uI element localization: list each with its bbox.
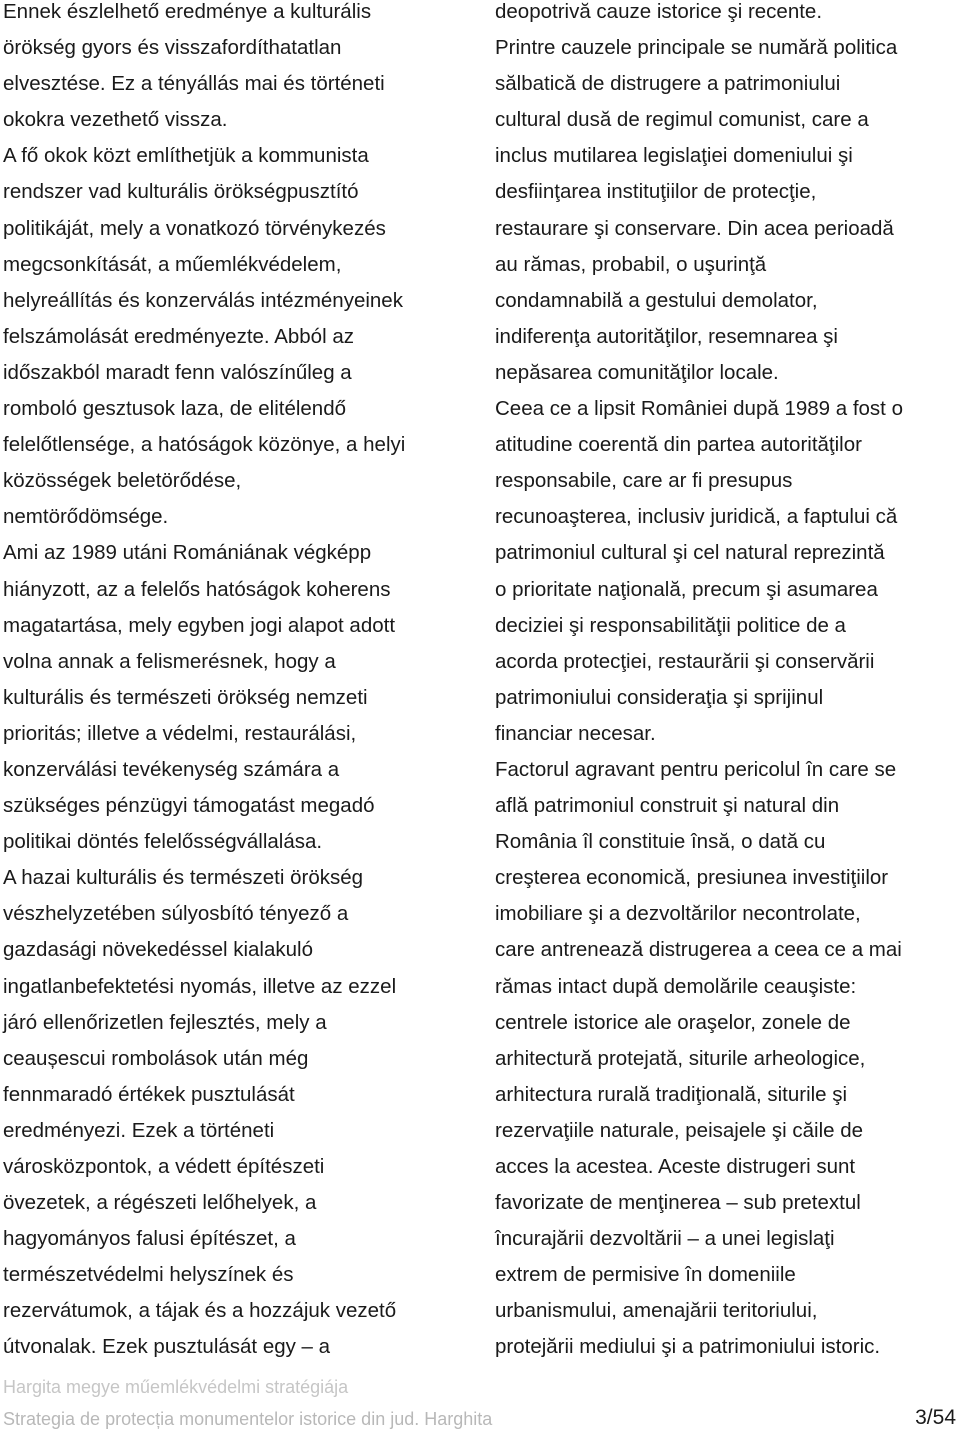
text-line: acorda protecţiei, restaurării şi conservării: [495, 649, 875, 673]
text-line: creşterea economică, presiunea investiţiilor: [495, 866, 889, 890]
text-line: megcsonkítását, a műemlékvédelem,: [3, 252, 342, 276]
text-line: A fő okok közt említhetjük a kommunista: [3, 144, 369, 168]
text-line: városközpontok, a védett építészeti: [3, 1155, 325, 1178]
text-line: care antrenează distrugerea a ceea ce a mai: [495, 938, 902, 962]
footer-title: Strategia de protecția monumentelor istorice din jud. Harghita: [3, 1409, 493, 1429]
text-line: sălbatică de distrugere a patrimoniului: [495, 72, 841, 96]
text-line: Factorul agravant pentru pericolul în care se: [495, 757, 897, 781]
text-line: acces la acestea. Aceste distrugeri sunt: [495, 1155, 856, 1178]
text-line: övezetek, a régészeti lelőhelyek, a: [3, 1191, 317, 1215]
text-line: felszámolását eredményezte. Abból az: [3, 324, 354, 348]
text-line: szükséges pénzügyi támogatást megadó: [3, 794, 375, 818]
text-line: rezervátumok, a tájak és a hozzájuk vezető: [3, 1299, 397, 1323]
text-line: hiányzott, az a felelős hatóságok koherens: [3, 577, 391, 601]
text-line: ingatlanbefektetési nyomás, illetve az ezzel: [3, 974, 397, 998]
text-line: útvonalak. Ezek pusztulását egy – a: [3, 1335, 331, 1359]
text-line: centrele istorice ale oraşelor, zonele de: [495, 1010, 851, 1034]
text-line: încurajării dezvoltării – a unei legislaţi: [495, 1227, 835, 1251]
text-line: atitudine coerentă din partea autorităţilor: [495, 433, 862, 457]
text-line: deciziei şi responsabilităţii politice de a: [495, 613, 846, 637]
text-line: favorizate de menţinerea – sub pretextul: [495, 1191, 861, 1215]
text-line: responsabile, care ar fi presupus: [495, 469, 793, 493]
text-line: Ceea ce a lipsit României după 1989 a fost o: [495, 397, 903, 421]
text-line: vészhelyzetében súlyosbító tényező a: [3, 902, 349, 926]
text-line: konzerválási tevékenység számára a: [3, 757, 340, 781]
text-line: magatartása, mely egyben jogi alapot adott: [3, 613, 396, 637]
text-line: Printre cauzele principale se numără politica: [495, 36, 898, 60]
text-line: kulturális és természeti örökség nemzeti: [3, 685, 368, 709]
text-line: rămas intact după demolările ceauşiste:: [495, 974, 857, 998]
text-line: protejării mediului şi a patrimoniului istoric.: [495, 1335, 881, 1359]
text-line: járó ellenőrizetlen fejlesztés, mely a: [3, 1010, 327, 1034]
footer-subtitle: Hargita megye műemlékvédelmi stratégiája: [3, 1377, 349, 1397]
romanian-text-column: [495, 0, 957, 1366]
text-line: felelőtlensége, a hatóságok közönye, a helyi: [3, 433, 406, 457]
text-line: rendszer vad kulturális örökségpusztító: [3, 180, 359, 204]
text-line: o prioritate naţională, precum şi asumarea: [495, 577, 878, 601]
hungarian-text-column: [3, 0, 478, 1366]
text-line: deopotrivă cauze istorice şi recente.: [495, 0, 823, 23]
text-line: patrimoniului consideraţia şi sprijinul: [495, 685, 824, 709]
text-line: ceaușescui rombolások után még: [3, 1046, 309, 1070]
text-line: arhitectură protejată, siturile arheologice,: [495, 1046, 866, 1070]
text-line: imobiliare şi a dezvoltărilor necontrolate,: [495, 902, 861, 926]
text-line: politikáját, mely a vonatkozó törvénykezés: [3, 216, 386, 240]
text-line: România îl constituie însă, o dată cu: [495, 830, 826, 854]
text-line: közösségek beletörődése,: [3, 469, 242, 493]
text-line: condamnabilă a gestului demolator,: [495, 288, 818, 312]
text-line: nepăsarea comunităţilor locale.: [495, 360, 779, 384]
text-line: cultural dusă de regimul comunist, care a: [495, 108, 869, 132]
text-line: romboló gesztusok laza, de elitélendő: [3, 397, 347, 421]
text-line: politikai döntés felelősségvállalása.: [3, 830, 323, 854]
text-line: természetvédelmi helyszínek és: [3, 1263, 294, 1287]
text-line: au rămas, probabil, o uşurinţă: [495, 252, 767, 276]
text-line: extrem de permisive în domeniile: [495, 1263, 796, 1287]
text-line: Ami az 1989 utáni Romániának végképp: [3, 541, 372, 565]
text-line: időszakból maradt fenn valószínűleg a: [3, 360, 352, 384]
text-line: indiferenţa autorităţilor, resemnarea şi: [495, 324, 838, 348]
text-line: urbanismului, amenajării teritoriului,: [495, 1299, 818, 1323]
text-line: eredményezi. Ezek a történeti: [3, 1118, 275, 1142]
text-line: desfiinţarea instituţiilor de protecţie,: [495, 180, 817, 204]
text-line: fennmaradó értékek pusztulását: [3, 1082, 295, 1106]
text-line: okokra vezethető vissza.: [3, 108, 228, 132]
text-line: prioritás; illetve a védelmi, restaurálási,: [3, 721, 357, 745]
text-line: recunoaşterea, inclusiv juridică, a faptului că: [495, 505, 898, 529]
text-line: A hazai kulturális és természeti örökség: [3, 866, 364, 890]
text-line: gazdasági növekedéssel kialakuló: [3, 938, 313, 962]
text-line: Ennek észlelhető eredménye a kulturális: [3, 0, 372, 23]
text-line: arhitectura rurală tradiţională, siturile şi: [495, 1082, 848, 1106]
text-line: patrimoniul cultural şi cel natural reprezintă: [495, 541, 885, 565]
text-line: örökség gyors és visszafordíthatatlan: [3, 36, 342, 60]
text-line: helyreállítás és konzerválás intézményeinek: [3, 288, 403, 312]
text-line: restaurare şi conservare. Din acea perioadă: [495, 216, 894, 240]
text-line: află patrimoniul construit şi natural din: [495, 794, 840, 818]
text-line: rezervaţiile naturale, peisajele şi căile de: [495, 1118, 864, 1142]
text-line: hagyományos falusi építészet, a: [3, 1227, 296, 1251]
text-line: elvesztése. Ez a tényállás mai és történeti: [3, 72, 385, 96]
text-line: nemtörődömsége.: [3, 505, 169, 529]
text-line: inclus mutilarea legislaţiei domeniului şi: [495, 144, 853, 168]
page-number: 3/54: [915, 1406, 956, 1429]
text-line: financiar necesar.: [495, 721, 656, 745]
text-line: volna annak a felismerésnek, hogy a: [3, 649, 336, 673]
